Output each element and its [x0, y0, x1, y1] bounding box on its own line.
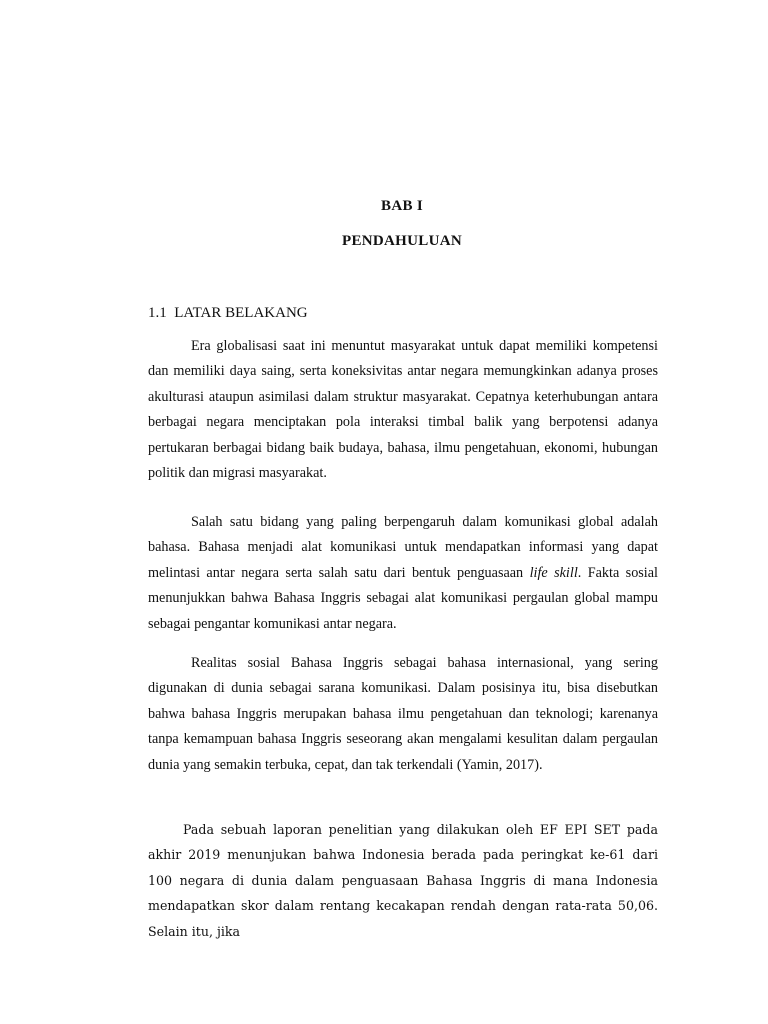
paragraph-4-text: Pada sebuah laporan penelitian yang dilakukan oleh EF EPI SET pada akhir 2019 menunjukan bahwa Indonesia berada pada peringkat ke-61 dari 100 negara di dunia dalam penguasaan Bahasa Inggris di mana Indonesia mendapatkan skor dalam rentang kecakapan rendah dengan rata-rata 50,06. Selain itu, jika — [148, 822, 658, 939]
chapter-title: PENDAHULUAN — [342, 233, 462, 249]
paragraph-2-text-end: . Fakta sosial menunjukkan bahwa Bahasa Inggris sebagai alat komunikasi pergaulan global mampu sebagai pengantar komunikasi antar negara. — [148, 564, 658, 632]
paragraph-3-text: Realitas sosial Bahasa Inggris sebagai bahasa internasional, yang sering digunakan di dunia sebagai sarana komunikasi. Dalam posisinya itu, bisa disebutkan bahwa bahasa Inggris merupakan bahasa ilmu pengetahuan dan teknologi; karenanya tanpa kemampuan bahasa Inggris seseorang akan mengalami kesulitan dalam pergaulan dunia yang semakin terbuka, cepat, dan tak terkendali (Yamin, 2017). — [148, 655, 658, 773]
paragraph-2-text — [148, 510, 658, 637]
paragraph-2 — [148, 510, 658, 637]
paragraph-2-italic-term: life skill — [529, 564, 578, 581]
paragraph-1 — [148, 334, 658, 486]
paragraph-1-text: Era globalisasi saat ini menuntut masyarakat untuk dapat memiliki kompetensi dan memiliki daya saing, serta koneksivitas antar negara memungkinkan adanya proses akulturasi ataupun asimilasi dalam struktur masyarakat. Cepatnya keterhubungan antara berbagai negara menciptakan pola interaksi timbal balik yang berpotensi adanya pertukaran berbagai bidang baik budaya, bahasa, ilmu pengetahuan, ekonomi, hubungan politik dan migrasi masyarakat. — [148, 338, 658, 482]
section-heading: 1.1 LATAR BELAKANG — [148, 305, 308, 321]
paragraph-4 — [148, 817, 658, 944]
paragraph-3 — [148, 651, 658, 778]
chapter-label: BAB I — [381, 198, 423, 214]
paragraph-2-text-start: Salah satu bidang yang paling berpengaruh dalam komunikasi global adalah bahasa. Bahasa menjadi alat komunikasi untuk mendapatkan informasi yang dapat melintasi antar negara serta salah satu dari bentuk penguasaan — [148, 514, 658, 581]
